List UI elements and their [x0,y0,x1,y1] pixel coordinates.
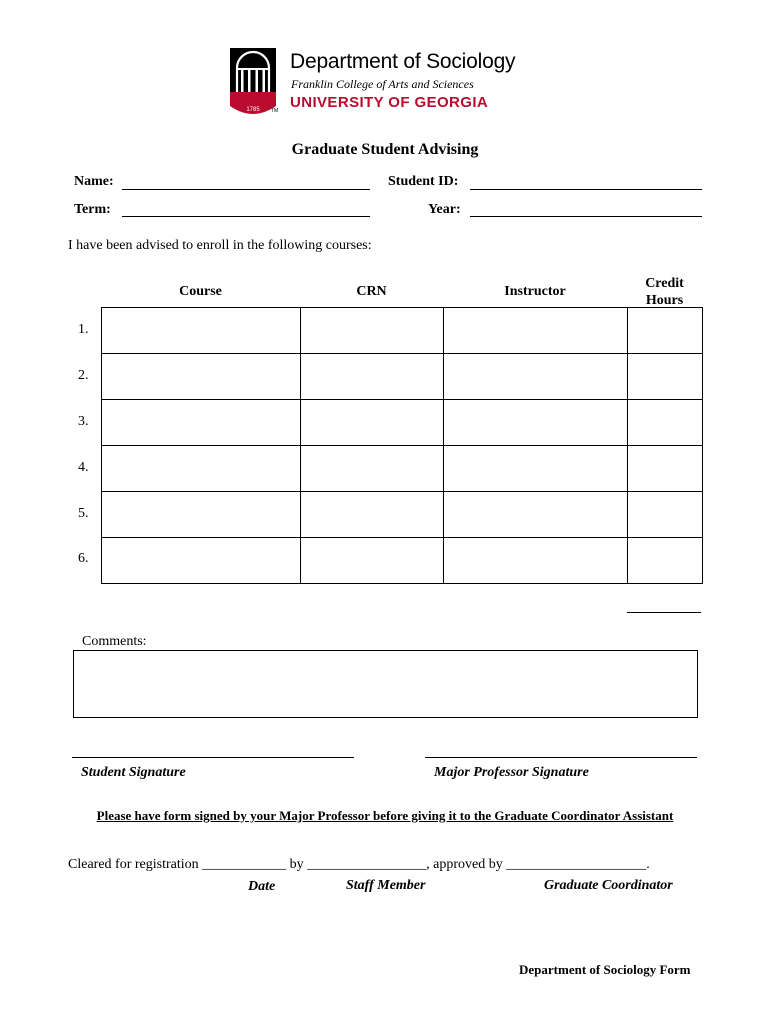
logo-department-name: Department of Sociology [290,50,516,73]
term-label: Term: [74,202,111,217]
credit-hours-cell[interactable] [628,492,703,538]
course-header: Course [179,284,222,299]
row-number: 2. [78,368,89,383]
logo-trademark: TM [271,108,279,114]
credit-hours-cell[interactable] [628,538,703,584]
table-row [102,308,703,354]
student-id-field[interactable] [470,189,702,190]
term-field[interactable] [122,216,370,217]
instructor-cell[interactable] [444,308,628,354]
crn-cell[interactable] [301,400,444,446]
course-cell[interactable] [102,446,301,492]
year-label: Year: [428,202,461,217]
table-row [102,538,703,584]
credit-hours-cell[interactable] [628,446,703,492]
clearance-line: Cleared for registration ____________ by _________________, approved by ____________________. [68,857,650,872]
student-id-label: Student ID: [388,174,459,189]
course-cell[interactable] [102,538,301,584]
instructor-header: Instructor [504,284,566,299]
comments-box[interactable] [73,650,698,718]
table-row [102,492,703,538]
footer-form-name: Department of Sociology Form [519,962,691,977]
course-cell[interactable] [102,492,301,538]
crn-cell[interactable] [301,308,444,354]
instructor-cell[interactable] [444,446,628,492]
credit-hours-cell[interactable] [628,400,703,446]
crn-cell[interactable] [301,492,444,538]
crn-cell[interactable] [301,354,444,400]
instructor-cell[interactable] [444,354,628,400]
graduate-coordinator-label: Graduate Coordinator [544,878,673,893]
instructor-cell[interactable] [444,492,628,538]
logo-college-name: Franklin College of Arts and Sciences [291,77,474,91]
row-number: 3. [78,414,89,429]
form-title: Graduate Student Advising [291,141,479,158]
crn-header: CRN [356,284,387,299]
course-cell[interactable] [102,400,301,446]
course-cell[interactable] [102,354,301,400]
credit-header-line1: Credit [645,276,684,291]
svg-text:1785: 1785 [246,107,260,113]
crn-cell[interactable] [301,446,444,492]
student-signature-line[interactable] [72,757,354,758]
row-number: 5. [78,506,89,521]
name-label: Name: [74,174,114,189]
course-cell[interactable] [102,308,301,354]
major-professor-signature-line[interactable] [425,757,697,758]
credit-hours-cell[interactable] [628,308,703,354]
instructor-cell[interactable] [444,538,628,584]
credit-header-line2: Hours [645,293,684,308]
table-row [102,400,703,446]
total-hours-field[interactable] [627,612,701,613]
date-label: Date [248,879,276,894]
course-table [101,307,703,584]
row-number: 1. [78,322,89,337]
instructor-cell[interactable] [444,400,628,446]
credit-hours-cell[interactable] [628,354,703,400]
advised-text: I have been advised to enroll in the following courses: [68,238,372,253]
crn-cell[interactable] [301,538,444,584]
staff-member-label: Staff Member [346,878,426,893]
year-field[interactable] [470,216,702,217]
logo-university-name: UNIVERSITY OF GEORGIA [290,94,489,111]
table-row [102,354,703,400]
signature-notice: Please have form signed by your Major Professor before giving it to the Graduate Coordinator Assistant [96,808,674,823]
university-arch-logo-icon [230,48,279,120]
table-row [102,446,703,492]
student-signature-label: Student Signature [81,765,186,780]
major-professor-signature-label: Major Professor Signature [434,765,589,780]
credit-hours-header [627,275,702,309]
row-number: 4. [78,460,89,475]
name-field[interactable] [122,189,370,190]
row-number: 6. [78,551,89,566]
comments-label: Comments: [82,634,147,649]
